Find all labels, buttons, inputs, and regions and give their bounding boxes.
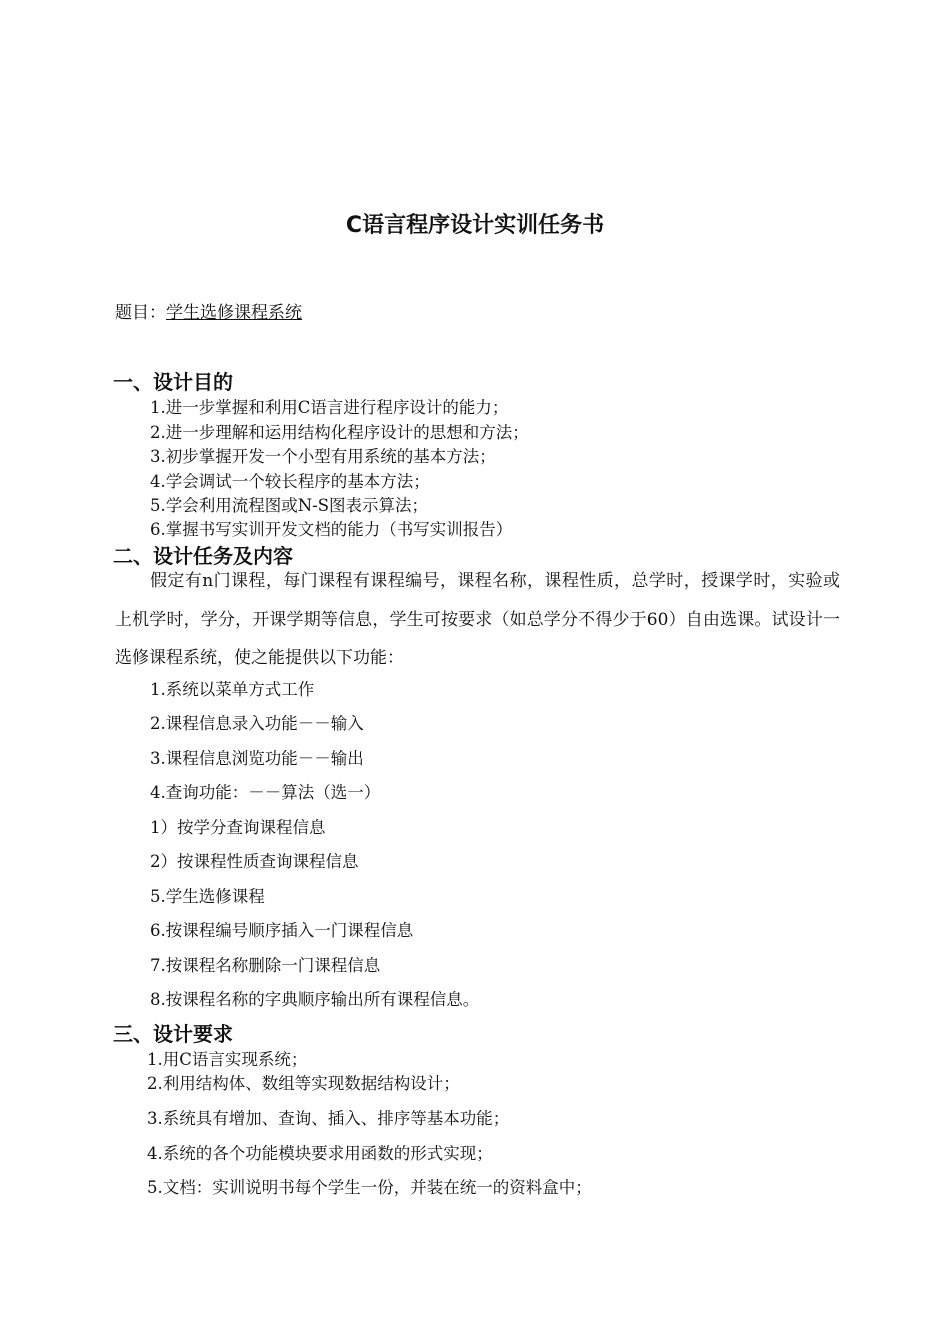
- topic-value: 学生选修课程系统: [166, 303, 302, 323]
- requirement-item: 2.利用结构体、数组等实现数据结构设计；: [147, 1074, 460, 1093]
- requirement-item: 4.系统的各个功能模块要求用函数的形式实现；: [147, 1144, 493, 1163]
- requirement-item: 1.用C语言实现系统；: [147, 1050, 308, 1069]
- purpose-item: 5.学会利用流程图或N-S图表示算法；: [150, 496, 429, 515]
- requirement-item: 5.文档：实训说明书每个学生一份，并装在统一的资料盒中；: [147, 1178, 592, 1197]
- document-title: C语言程序设计实训任务书: [345, 213, 605, 238]
- task-item: 2.课程信息录入功能－－输入: [150, 714, 364, 733]
- task-item: 7.按课程名称删除一门课程信息: [150, 956, 381, 975]
- task-item: 1.系统以菜单方式工作: [150, 680, 315, 699]
- purpose-item: 3.初步掌握开发一个小型有用系统的基本方法；: [150, 447, 496, 466]
- task-subitem: 2）按课程性质查询课程信息: [150, 852, 359, 871]
- topic-line: [115, 298, 302, 323]
- purpose-item: 2.进一步理解和运用结构化程序设计的思想和方法；: [150, 423, 529, 442]
- task-item: 6.按课程编号顺序插入一门课程信息: [150, 921, 414, 940]
- task-item: 3.课程信息浏览功能－－输出: [150, 749, 364, 768]
- section-heading-requirements: 三、设计要求: [113, 1022, 233, 1046]
- purpose-item: 6.掌握书写实训开发文档的能力（书写实训报告）: [150, 520, 513, 539]
- section-heading-purpose: 一、设计目的: [113, 370, 233, 394]
- task-description-paragraph: 假定有n门课程，每门课程有课程编号，课程名称，课程性质，总学时，授课学时，实验或上机学时，学分，开课学期等信息，学生可按要求（如总学分不得少于60）自由选课。试设计一选修课程系统，使之能提供以下功能：: [115, 571, 840, 668]
- task-subitem: 1）按学分查询课程信息: [150, 818, 326, 837]
- topic-label: 题目：: [115, 303, 166, 323]
- task-item: 5.学生选修课程: [150, 887, 265, 906]
- task-item: 4.查询功能：－－算法（选一）: [150, 783, 381, 802]
- requirement-item: 3.系统具有增加、查询、插入、排序等基本功能；: [147, 1109, 510, 1128]
- purpose-item: 4.学会调试一个较长程序的基本方法；: [150, 472, 430, 491]
- purpose-item: 1.进一步掌握和利用C语言进行程序设计的能力；: [150, 398, 509, 417]
- section-heading-tasks: 二、设计任务及内容: [113, 544, 293, 568]
- task-item: 8.按课程名称的字典顺序输出所有课程信息。: [150, 990, 480, 1009]
